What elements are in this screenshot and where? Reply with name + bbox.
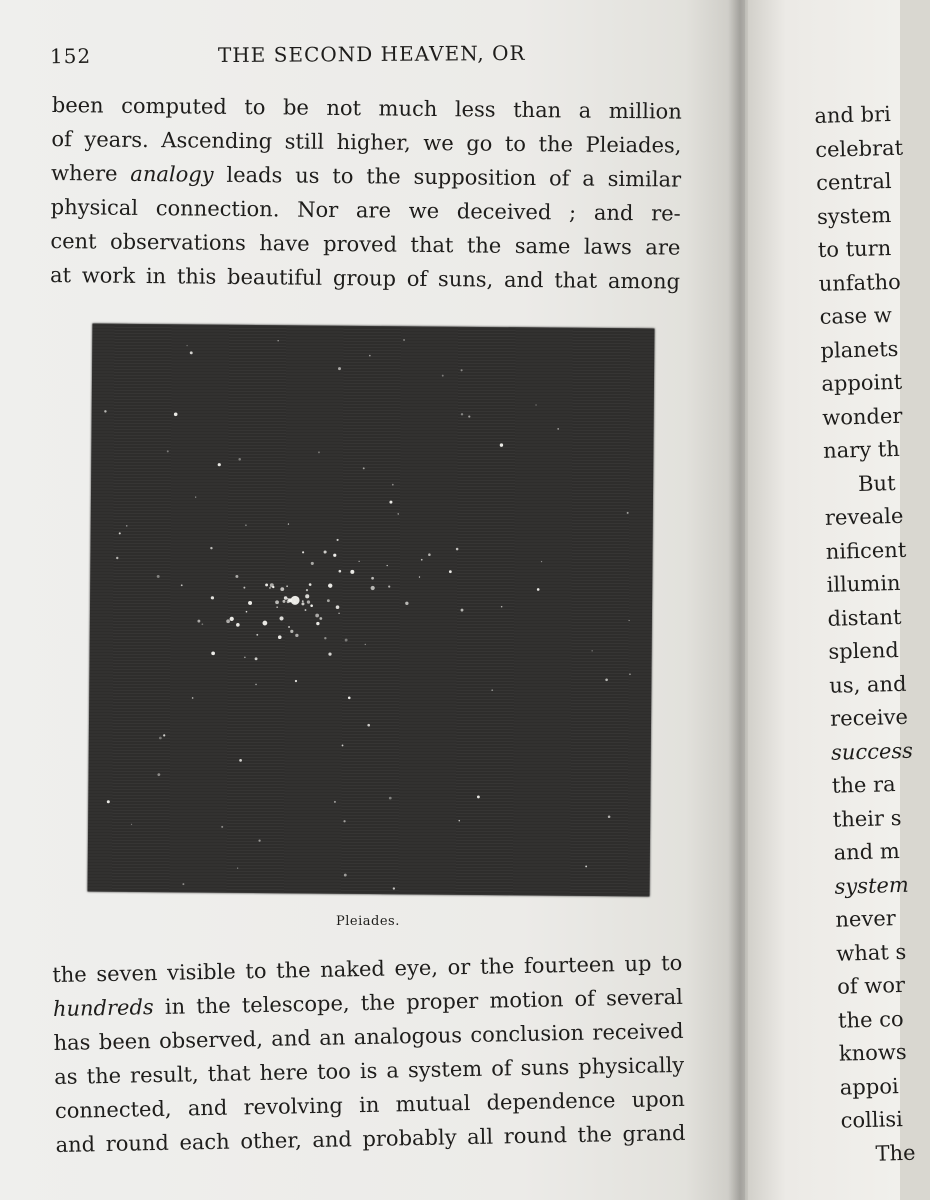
star — [591, 650, 592, 651]
star — [243, 587, 245, 589]
star — [350, 570, 354, 574]
star-field — [88, 324, 655, 897]
right-page-line: nary th — [822, 436, 901, 463]
star — [388, 585, 390, 587]
right-page — [748, 0, 916, 1200]
star — [339, 570, 342, 573]
star — [461, 369, 463, 371]
star — [421, 559, 423, 561]
star — [333, 554, 336, 557]
star — [190, 351, 193, 354]
star — [104, 410, 107, 413]
star — [119, 532, 121, 534]
star — [256, 634, 258, 636]
star — [327, 599, 330, 602]
text-line: at work in this beautiful group of suns, and that among — [49, 262, 681, 294]
star — [541, 561, 542, 562]
star — [221, 826, 223, 828]
star — [286, 585, 288, 587]
star — [197, 620, 200, 623]
star — [605, 678, 608, 681]
star — [277, 340, 278, 341]
text-line: physical connection. Nor are we deceived ; and re- — [50, 194, 681, 226]
right-page-line: of wor — [836, 972, 906, 999]
star — [301, 602, 304, 605]
right-page-line: The — [875, 1140, 916, 1166]
star — [535, 404, 537, 406]
star — [280, 587, 284, 591]
star — [392, 484, 394, 486]
star — [279, 616, 283, 620]
right-page-line: But — [857, 470, 896, 496]
star — [255, 684, 257, 686]
right-page-line: and m — [833, 839, 901, 865]
right-page-line: unfatho — [818, 269, 902, 296]
star — [319, 617, 322, 620]
star — [477, 796, 480, 799]
star — [201, 623, 203, 625]
star — [537, 588, 540, 591]
star — [192, 697, 194, 699]
star — [275, 600, 279, 604]
star — [363, 467, 365, 469]
right-page-line: illumin — [826, 570, 901, 597]
book-gutter — [728, 0, 750, 1200]
star — [291, 596, 300, 605]
right-page-line: central — [815, 169, 892, 195]
star — [181, 584, 183, 586]
star — [269, 587, 271, 589]
star — [405, 602, 408, 605]
right-page-line: appoint — [821, 369, 903, 396]
right-page-line: the co — [837, 1006, 904, 1033]
star — [295, 634, 298, 637]
star — [302, 551, 304, 553]
star — [265, 583, 268, 586]
star — [342, 745, 344, 747]
right-page-line: to turn — [817, 236, 892, 262]
body-text-bottom — [52, 946, 686, 1162]
italic-word: hundreds — [52, 995, 154, 1021]
star — [210, 547, 212, 549]
star — [389, 501, 392, 504]
star — [456, 548, 459, 551]
star — [284, 596, 288, 600]
star — [629, 673, 631, 675]
star — [248, 601, 252, 605]
text-line: where analogy leads us to the supposition of a similar — [50, 160, 682, 192]
star — [258, 839, 260, 841]
star — [318, 451, 320, 453]
star — [461, 413, 463, 415]
text-line: connected, and revolving in mutual dependence upon — [54, 1086, 686, 1123]
right-page-line: celebrat — [814, 135, 904, 162]
text-line: has been observed, and an analogous conclusion received — [53, 1018, 684, 1055]
star — [235, 575, 238, 578]
star — [230, 617, 234, 621]
text-line: and round each other, and probably all round the grand — [55, 1120, 686, 1157]
star — [238, 458, 241, 461]
star — [419, 576, 420, 577]
star — [157, 575, 160, 578]
pleiades-illustration — [88, 324, 655, 897]
right-page-line: planets — [820, 336, 899, 363]
star — [295, 680, 297, 682]
star — [186, 345, 187, 346]
star — [226, 619, 230, 623]
right-page-line: appoi — [839, 1073, 899, 1100]
star — [270, 583, 274, 587]
star — [348, 697, 351, 700]
star — [337, 539, 339, 541]
star — [386, 565, 387, 566]
star — [397, 513, 398, 514]
star — [157, 773, 160, 776]
right-page-line: success — [830, 738, 914, 765]
star — [195, 497, 196, 498]
star — [305, 609, 307, 611]
star — [288, 626, 290, 628]
right-page-line: reveale — [824, 503, 904, 530]
right-page-line: wonder — [821, 403, 903, 430]
star — [345, 639, 348, 642]
star — [307, 600, 310, 603]
star — [107, 800, 110, 803]
star — [449, 570, 452, 573]
star — [255, 657, 258, 660]
star — [428, 553, 431, 556]
star — [262, 621, 267, 626]
star — [627, 512, 629, 514]
text-line: hundreds in the telescope, the proper motion of several — [52, 984, 684, 1021]
star — [359, 561, 360, 562]
right-page-line: their s — [832, 805, 902, 832]
star — [218, 463, 221, 466]
star — [585, 865, 587, 867]
right-page-line: and bri — [814, 101, 892, 128]
star — [174, 412, 178, 416]
star — [328, 583, 332, 587]
star — [393, 887, 395, 889]
star — [461, 609, 464, 612]
running-head: THE SECOND HEAVEN, OR — [217, 40, 526, 68]
star — [501, 606, 503, 608]
italic-word: analogy — [130, 161, 214, 187]
star — [116, 557, 118, 559]
right-page-line: never — [835, 906, 897, 932]
star — [288, 523, 289, 524]
star — [278, 635, 282, 639]
star — [311, 562, 314, 565]
star — [324, 550, 327, 553]
right-page-line: system — [816, 202, 892, 229]
star — [167, 450, 169, 452]
text-line: cent observations have proved that the same laws are — [50, 228, 681, 260]
right-page-line: knows — [838, 1039, 907, 1066]
star — [245, 524, 247, 526]
star — [316, 622, 319, 625]
text-line: as the result, that here too is a system of suns physically — [54, 1052, 685, 1089]
star — [239, 759, 242, 762]
star — [306, 589, 308, 591]
star — [244, 657, 245, 658]
figure-caption: Pleiades. — [336, 914, 400, 929]
star — [211, 596, 214, 599]
star — [310, 604, 313, 607]
right-page-line: the ra — [831, 772, 896, 798]
right-page-line: nificent — [825, 537, 907, 564]
star — [126, 525, 128, 527]
star — [500, 443, 503, 446]
star — [491, 689, 493, 691]
star — [302, 600, 304, 602]
star — [315, 614, 319, 618]
star — [328, 653, 331, 656]
right-page-line: case w — [819, 303, 893, 329]
star — [369, 355, 371, 357]
right-page-line: distant — [827, 604, 902, 631]
star — [458, 820, 460, 822]
star — [305, 594, 309, 598]
star — [367, 724, 370, 727]
right-page-line: what s — [836, 939, 907, 966]
text-line: the seven visible to the naked eye, or the fourteen up to — [52, 950, 683, 987]
star — [338, 613, 339, 614]
text-line: been computed to be not much less than a million — [51, 92, 682, 124]
star — [290, 630, 293, 633]
star — [628, 620, 629, 621]
page-number: 152 — [49, 43, 92, 69]
star — [344, 874, 347, 877]
star — [163, 734, 165, 736]
right-page-line: us, and — [829, 671, 907, 698]
star — [276, 606, 278, 608]
star — [371, 586, 375, 590]
star — [557, 428, 559, 430]
star — [403, 339, 405, 341]
star — [324, 637, 326, 639]
right-page-line: collisi — [840, 1107, 904, 1133]
right-page-line: system — [834, 872, 910, 899]
star — [182, 883, 184, 885]
star — [282, 600, 285, 603]
star — [159, 737, 162, 740]
right-page-line: receive — [829, 704, 909, 731]
star — [211, 651, 215, 655]
star — [334, 801, 336, 803]
star — [336, 605, 340, 609]
page-header — [50, 40, 690, 74]
right-page-text — [814, 98, 930, 1172]
star — [371, 577, 374, 580]
star — [608, 816, 611, 819]
star — [389, 797, 392, 800]
star — [468, 415, 470, 417]
star — [365, 644, 366, 645]
star — [236, 623, 240, 627]
star — [442, 375, 444, 377]
star — [338, 367, 341, 370]
text-line: of years. Ascending still higher, we go to the Pleiades, — [51, 126, 682, 158]
star — [237, 868, 238, 869]
star — [131, 824, 132, 825]
star — [246, 611, 248, 613]
star — [343, 820, 345, 822]
star — [309, 583, 312, 586]
right-page-line: splend — [828, 637, 900, 664]
body-text-top — [50, 88, 682, 299]
